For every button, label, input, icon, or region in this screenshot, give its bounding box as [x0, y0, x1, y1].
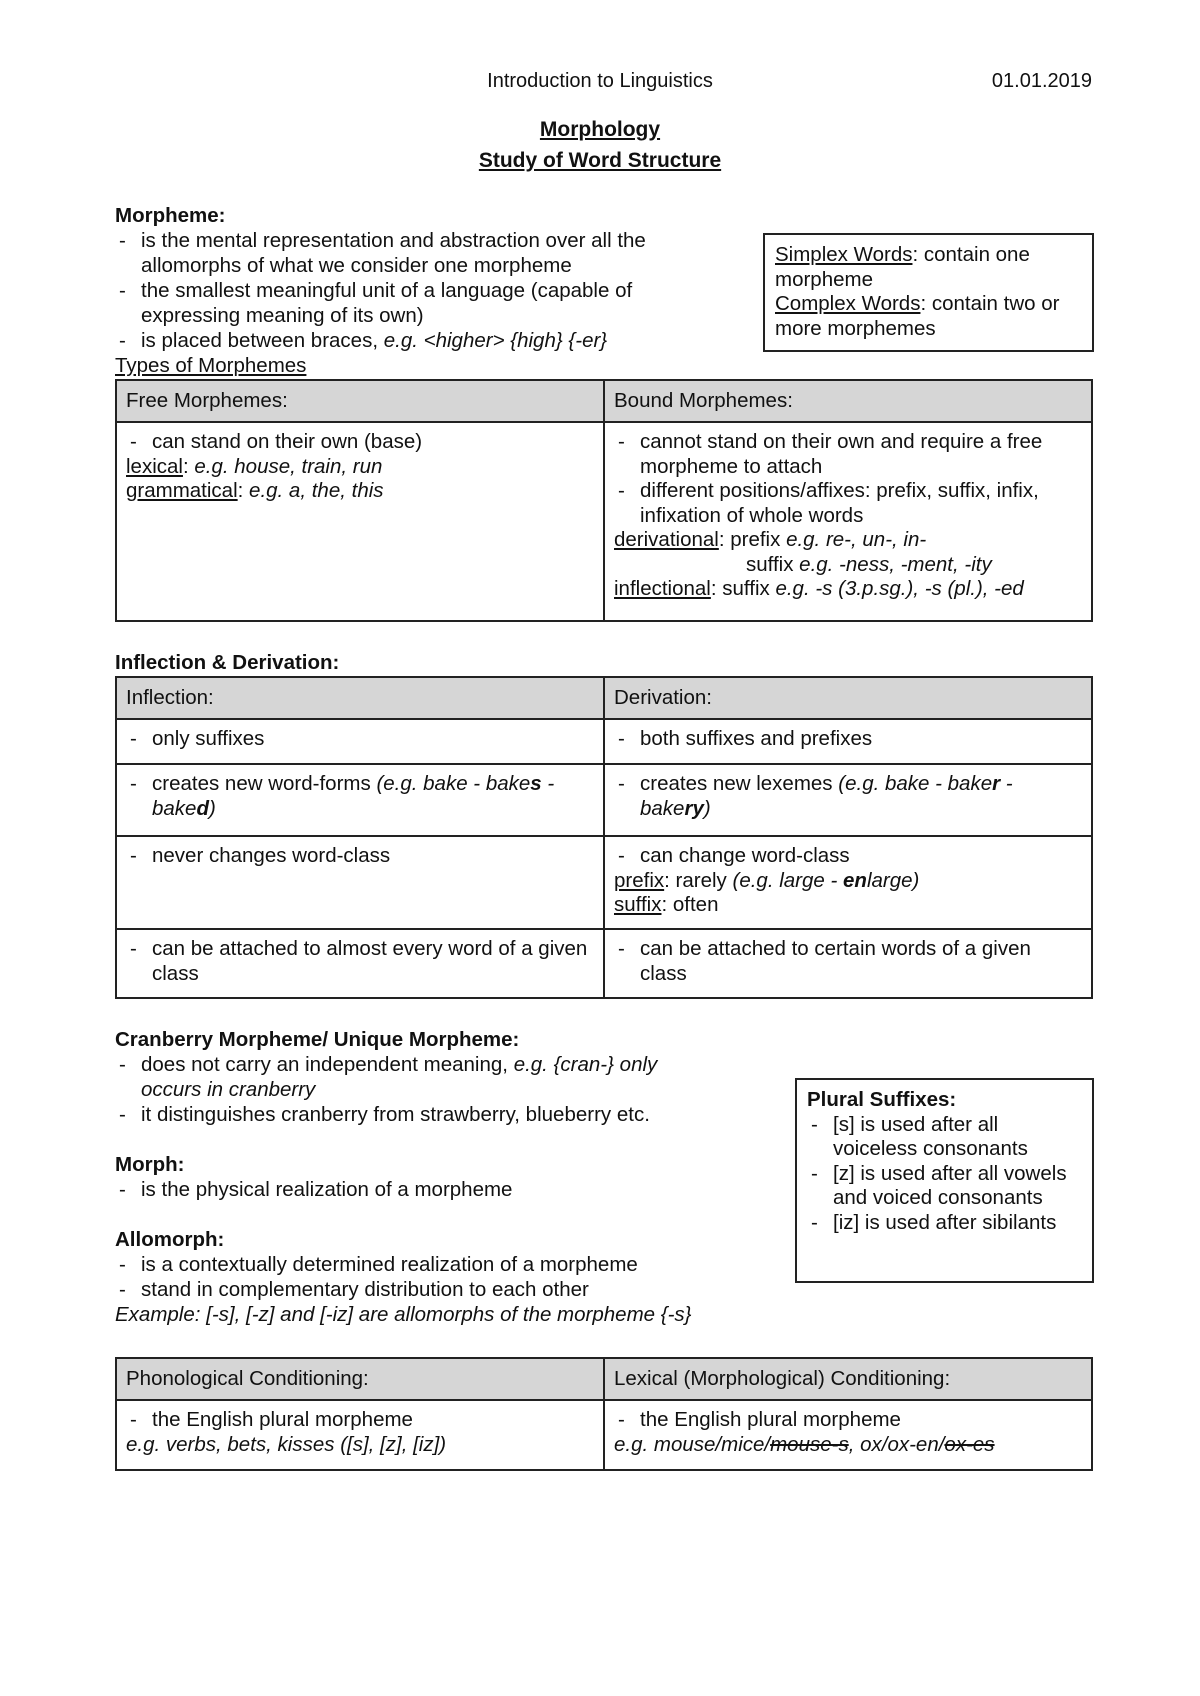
lexical-cell: [604, 1400, 1092, 1470]
row-text: creates new lexemes: [640, 772, 839, 795]
lex-bullet: - the English plural morpheme: [614, 1408, 1082, 1433]
inflectional-suffix-word: : suffix: [710, 577, 776, 600]
prefix-word: : prefix: [718, 528, 787, 551]
morpheme-section: [115, 203, 715, 378]
inflection-row-1: [116, 719, 604, 764]
prefix-example: e.g. re-, un-, in-: [786, 528, 927, 551]
simplex-definition: [775, 243, 1082, 292]
row-bullet: - can change word-class: [614, 844, 1082, 869]
braces-example: e.g. <higher> {high} {-er}: [383, 329, 608, 352]
bound-bullet: - cannot stand on their own and require a free morpheme to attach: [614, 430, 1082, 479]
lexeme-example: (e.g. bake - baker - bakery): [640, 772, 1013, 820]
types-of-morphemes-label: Types of Morphemes: [115, 354, 307, 377]
bullet-text: is placed between braces,: [141, 329, 384, 352]
page-subtitle: Study of Word Structure: [478, 149, 722, 172]
grammatical-line: grammatical: e.g. a, the, this: [126, 479, 384, 502]
row-text: creates new word-forms: [152, 772, 377, 795]
row-bullet: - only suffixes: [126, 727, 594, 752]
cranberry-example: e.g. {cran-} only occurs in cranberry: [141, 1053, 658, 1101]
plural-bullet: - [s] is used after all voiceless consonants: [807, 1113, 1082, 1162]
derivation-row-2: [604, 764, 1092, 836]
grammatical-term: grammatical: [126, 479, 238, 502]
derivational-suffix-line: [614, 553, 1082, 578]
prefix-line: prefix: rarely (e.g. large - enlarge): [614, 868, 920, 892]
lexical-header: Lexical (Morphological) Conditioning:: [604, 1358, 1092, 1400]
bound-bullet: - different positions/affixes: prefix, suffix, infix, infixation of whole words: [614, 479, 1082, 528]
morph-bullet: - is the physical realization of a morpheme: [115, 1177, 715, 1202]
conditioning-table: [115, 1357, 1093, 1471]
inflectional-term: inflectional: [614, 577, 711, 600]
cranberry-heading: Cranberry Morpheme/ Unique Morpheme:: [115, 1028, 520, 1051]
complex-def: : contain two or more morphemes: [775, 292, 1060, 340]
phon-bullet: - the English plural morpheme: [126, 1408, 594, 1433]
document-date: 01.01.2019: [991, 70, 1092, 92]
suffix-word: suffix: [746, 552, 800, 576]
inflection-derivation-table: [115, 676, 1093, 999]
cranberry-section: [115, 1027, 715, 1327]
derivational-term: derivational: [614, 528, 719, 551]
derivation-row-1: [604, 719, 1092, 764]
complex-term: Complex Words: [775, 292, 921, 315]
allomorph-bullet: - stand in complementary distribution to each other: [115, 1277, 715, 1302]
plural-heading: Plural Suffixes:: [807, 1088, 957, 1111]
row-bullet: - never changes word-class: [126, 844, 594, 869]
complex-definition: [775, 292, 1082, 341]
derivation-header: Derivation:: [604, 677, 1092, 719]
morpheme-bullet: - is the mental representation and abstraction over all the allomorphs of what we consider one morpheme: [115, 228, 715, 278]
simplex-def: : contain one morpheme: [775, 243, 1030, 291]
course-title: Introduction to Linguistics: [487, 70, 713, 92]
bound-morphemes-header: Bound Morphemes:: [604, 380, 1092, 422]
word-types-box: [763, 233, 1094, 352]
inflectional-example: e.g. -s (3.p.sg.), -s (pl.), -ed: [775, 577, 1024, 600]
inflection-row-2: [116, 764, 604, 836]
row-bullet: - can be attached to certain words of a given class: [614, 937, 1082, 986]
lexical-term: lexical: [126, 454, 183, 478]
page-title: Morphology: [539, 118, 661, 141]
inflection-row-4: [116, 929, 604, 998]
free-bullet: - can stand on their own (base): [126, 430, 594, 455]
morpheme-types-table: [115, 379, 1093, 622]
suffix-example: e.g. -ness, -ment, -ity: [799, 552, 992, 576]
row-bullet: - can be attached to almost every word of a given class: [126, 937, 594, 986]
free-morphemes-cell: [116, 422, 604, 621]
morph-heading: Morph:: [115, 1153, 185, 1176]
inflection-row-3: [116, 836, 604, 929]
lexical-line: lexical: e.g. house, train, run: [126, 454, 383, 478]
cranberry-bullet: - it distinguishes cranberry from strawberry, blueberry etc.: [115, 1102, 715, 1127]
row-bullet: [614, 772, 1082, 821]
lex-example: e.g. mouse/mice/mouse-s, ox/ox-en/ox-es: [614, 1432, 995, 1456]
cranberry-bullet: - does not carry an independent meaning, e.g. {cran-} only occurs in cranberry: [115, 1052, 715, 1102]
derivation-row-3: [604, 836, 1092, 929]
word-form-example: (e.g. bake - bakes - baked): [152, 772, 555, 820]
inflection-derivation-heading: Inflection & Derivation:: [115, 651, 340, 674]
derivational-line: [614, 528, 1082, 553]
inflection-header: Inflection:: [116, 677, 604, 719]
grammatical-example: e.g. a, the, this: [249, 479, 384, 502]
plural-bullet: - [iz] is used after sibilants: [807, 1211, 1082, 1236]
row-bullet: - both suffixes and prefixes: [614, 727, 1082, 752]
morpheme-bullet: [115, 328, 715, 353]
morpheme-bullet: - the smallest meaningful unit of a language (capable of expressing meaning of its own): [115, 278, 715, 328]
lexical-example: e.g. house, train, run: [194, 454, 383, 478]
allomorph-bullet: - is a contextually determined realization of a morpheme: [115, 1252, 715, 1277]
phonological-cell: [116, 1400, 604, 1470]
allomorph-example: Example: [-s], [-z] and [-iz] are allomorphs of the morpheme {-s}: [115, 1303, 692, 1326]
plural-bullet: - [z] is used after all vowels and voiced consonants: [807, 1162, 1082, 1211]
phonological-header: Phonological Conditioning:: [116, 1358, 604, 1400]
suffix-line: suffix: often: [614, 893, 719, 916]
allomorph-heading: Allomorph:: [115, 1228, 225, 1251]
inflectional-line: [614, 577, 1082, 602]
free-morphemes-header: Free Morphemes:: [116, 380, 604, 422]
morpheme-heading: Morpheme:: [115, 204, 226, 227]
plural-suffixes-box: [795, 1078, 1094, 1283]
bound-morphemes-cell: [604, 422, 1092, 621]
row-bullet: [126, 772, 594, 821]
phon-example: e.g. verbs, bets, kisses ([s], [z], [iz]): [126, 1432, 447, 1456]
simplex-term: Simplex Words: [775, 243, 913, 266]
derivation-row-4: [604, 929, 1092, 998]
